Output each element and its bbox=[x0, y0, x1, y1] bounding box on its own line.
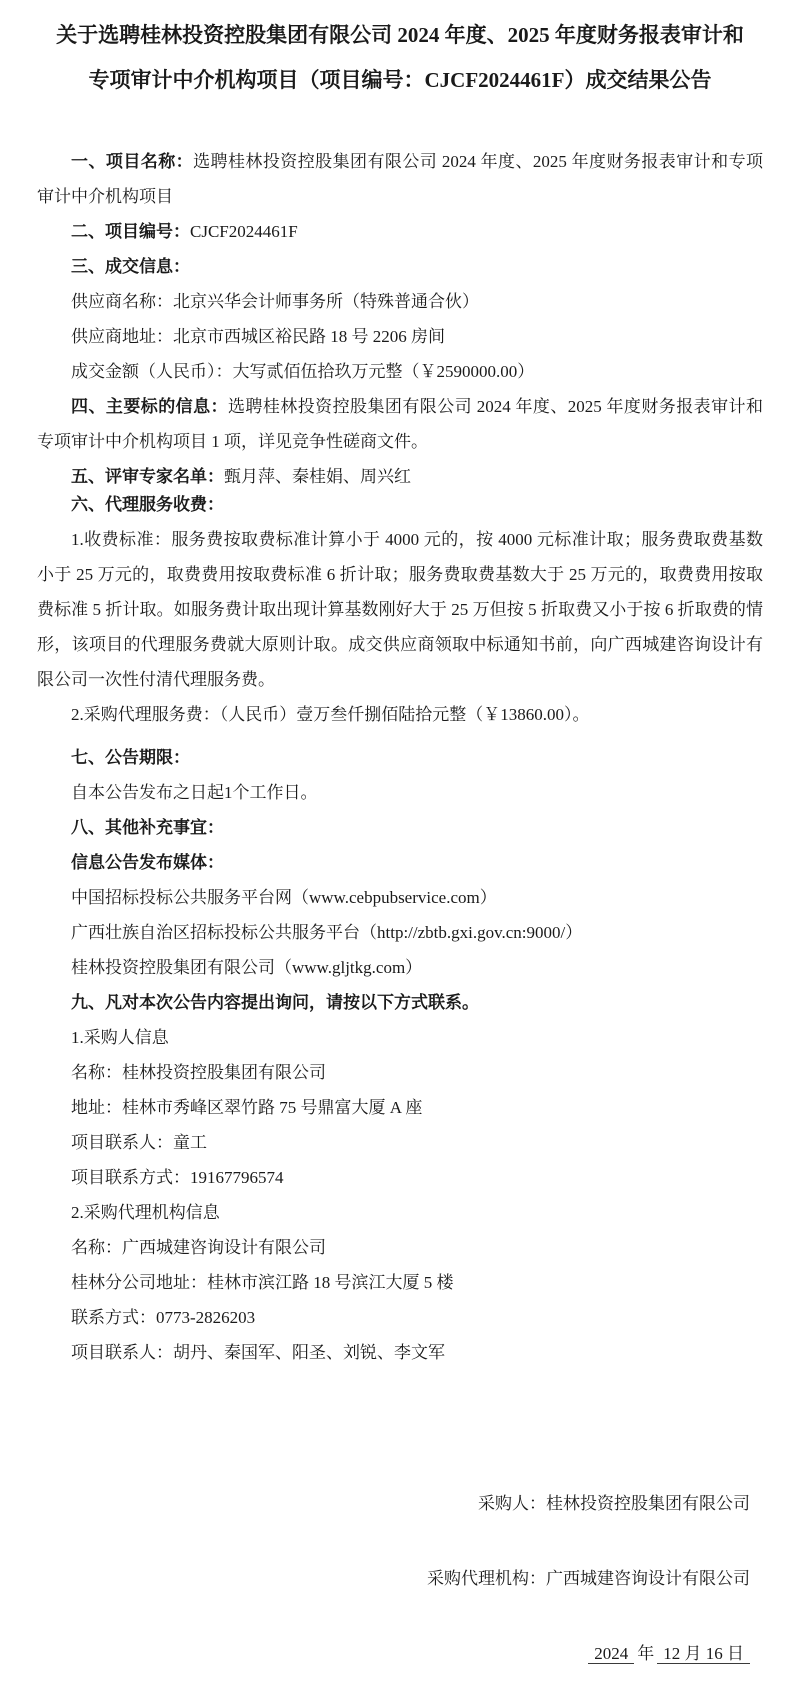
sig-agency: 采购代理机构：广西城建咨询设计有限公司 bbox=[427, 1569, 750, 1588]
para-deal-amount-text: 成交金额（人民币）：大写贰佰伍拾玖万元整（￥2590000.00） bbox=[71, 362, 535, 381]
heading-agency-fee-label: 六、代理服务收费： bbox=[71, 495, 224, 514]
para-media-gljtkg-text: 桂林投资控股集团有限公司（www.gljtkg.com） bbox=[71, 958, 423, 977]
para-fee-standard bbox=[0, 522, 800, 697]
para-supplier-address bbox=[0, 319, 800, 354]
para-agency-name-text: 名称：广西城建咨询设计有限公司 bbox=[71, 1238, 326, 1257]
para-media-gxzbtb-text: 广西壮族自治区招标投标公共服务平台（http://zbtb.gxi.gov.cn:9000/） bbox=[71, 923, 583, 942]
heading-contact-intro bbox=[0, 985, 800, 1020]
para-purchaser-info-title bbox=[0, 1020, 800, 1055]
para-agency-service-fee-text: 2.采购代理服务费：（人民币）壹万叁仟捌佰陆拾元整（￥13860.00）。 bbox=[71, 705, 590, 724]
para-purchaser-contact-person bbox=[0, 1125, 800, 1160]
para-agency-name bbox=[0, 1230, 800, 1265]
para-media-cebpubservice bbox=[0, 880, 800, 915]
sig-date-month-day: 12 月 16 日 bbox=[657, 1644, 750, 1664]
sig-date-year: 2024 bbox=[588, 1644, 634, 1664]
para-project-name-text: 选聘桂林投资控股集团有限公司 2024 年度、2025 年度财务报表审计和专项审计中介机构项目 bbox=[37, 152, 764, 206]
para-supplier-name bbox=[0, 284, 800, 319]
heading-contact-intro-label: 九、凡对本次公告内容提出询问，请按以下方式联系。 bbox=[71, 993, 479, 1012]
para-agency-phone bbox=[0, 1300, 800, 1335]
para-expert-list-label: 五、评审专家名单： bbox=[71, 467, 224, 486]
document-body bbox=[0, 144, 800, 1370]
para-purchaser-name-text: 名称：桂林投资控股集团有限公司 bbox=[71, 1063, 326, 1082]
para-agency-contact-persons bbox=[0, 1335, 800, 1370]
para-purchaser-contact-phone bbox=[0, 1160, 800, 1195]
para-agency-branch-address bbox=[0, 1265, 800, 1300]
document-title-line1: 关于选聘桂林投资控股集团有限公司 2024 年度、2025 年度财务报表审计和 bbox=[56, 23, 744, 47]
para-media-cebpubservice-text: 中国招标投标公共服务平台网（www.cebpubservice.com） bbox=[71, 888, 497, 907]
para-purchaser-address-text: 地址：桂林市秀峰区翠竹路 75 号鼎富大厦 A 座 bbox=[71, 1098, 423, 1117]
heading-announcement-period bbox=[0, 740, 800, 775]
heading-deal-info-label: 三、成交信息： bbox=[71, 257, 190, 276]
para-project-number bbox=[0, 214, 800, 249]
heading-deal-info bbox=[0, 249, 800, 284]
document-title bbox=[0, 0, 800, 103]
para-purchaser-name bbox=[0, 1055, 800, 1090]
para-purchaser-info-title-text: 1.采购人信息 bbox=[71, 1028, 169, 1047]
signature-block bbox=[0, 1486, 800, 1671]
para-announcement-period-value bbox=[0, 775, 800, 810]
para-media-gxzbtb bbox=[0, 915, 800, 950]
sig-date bbox=[0, 1636, 750, 1671]
heading-release-media-label: 信息公告发布媒体： bbox=[71, 853, 224, 872]
sig-date-year-unit: 年 bbox=[637, 1644, 655, 1663]
document-title-line2: 专项审计中介机构项目（项目编号：CJCF2024461F）成交结果公告 bbox=[88, 68, 712, 92]
para-project-name-label: 一、项目名称： bbox=[71, 152, 194, 171]
para-subject-info-label: 四、主要标的信息： bbox=[71, 397, 228, 416]
para-media-gljtkg bbox=[0, 950, 800, 985]
para-expert-list-text: 甄月萍、秦桂娟、周兴红 bbox=[224, 467, 411, 486]
para-fee-standard-text: 1.收费标准：服务费按取费标准计算小于 4000 元的，按 4000 元标准计取；服务费取费基数小于 25 万元的，取费费用按取费标准 6 折计取；服务费取费基数大于 25 万元的，取费费用按取费标准 5 折计取。如服务费计取出现计算基数刚好大于 25 万但按 5 折取费又小于按 6 折取费的情形，该项目的代理服务费就大原则计取。成交供应商领取中标通知书前，向广西城建咨询设计有限公司一次性付清代理服务费。 bbox=[37, 530, 763, 689]
para-subject-info bbox=[0, 389, 800, 459]
para-project-number-label: 二、项目编号： bbox=[71, 222, 190, 241]
para-deal-amount bbox=[0, 354, 800, 389]
para-supplier-name-text: 供应商名称：北京兴华会计师事务所（特殊普通合伙） bbox=[71, 292, 479, 311]
heading-other-matters bbox=[0, 810, 800, 845]
para-project-number-text: CJCF2024461F bbox=[190, 222, 298, 241]
heading-other-matters-label: 八、其他补充事宜： bbox=[71, 818, 224, 837]
para-agency-info-title bbox=[0, 1195, 800, 1230]
para-agency-service-fee bbox=[0, 697, 800, 732]
para-agency-contact-persons-text: 项目联系人：胡丹、秦国军、阳圣、刘锐、李文军 bbox=[71, 1343, 445, 1362]
para-supplier-address-text: 供应商地址：北京市西城区裕民路 18 号 2206 房间 bbox=[71, 327, 445, 346]
sig-purchaser: 采购人：桂林投资控股集团有限公司 bbox=[478, 1494, 750, 1513]
para-purchaser-contact-phone-text: 项目联系方式：19167796574 bbox=[71, 1168, 284, 1187]
para-agency-phone-text: 联系方式：0773-2826203 bbox=[71, 1308, 256, 1327]
para-subject-info-text: 选聘桂林投资控股集团有限公司 2024 年度、2025 年度财务报表审计和专项审计中介机构项目 1 项，详见竞争性磋商文件。 bbox=[37, 397, 763, 451]
para-announcement-period-value-text: 自本公告发布之日起1个工作日。 bbox=[71, 783, 318, 802]
heading-announcement-period-label: 七、公告期限： bbox=[71, 748, 190, 767]
para-purchaser-address bbox=[0, 1090, 800, 1125]
para-project-name bbox=[0, 144, 800, 214]
heading-release-media bbox=[0, 845, 800, 880]
para-agency-info-title-text: 2.采购代理机构信息 bbox=[71, 1203, 220, 1222]
para-agency-branch-address-text: 桂林分公司地址：桂林市滨江路 18 号滨江大厦 5 楼 bbox=[71, 1273, 454, 1292]
para-purchaser-contact-person-text: 项目联系人：童工 bbox=[71, 1133, 207, 1152]
